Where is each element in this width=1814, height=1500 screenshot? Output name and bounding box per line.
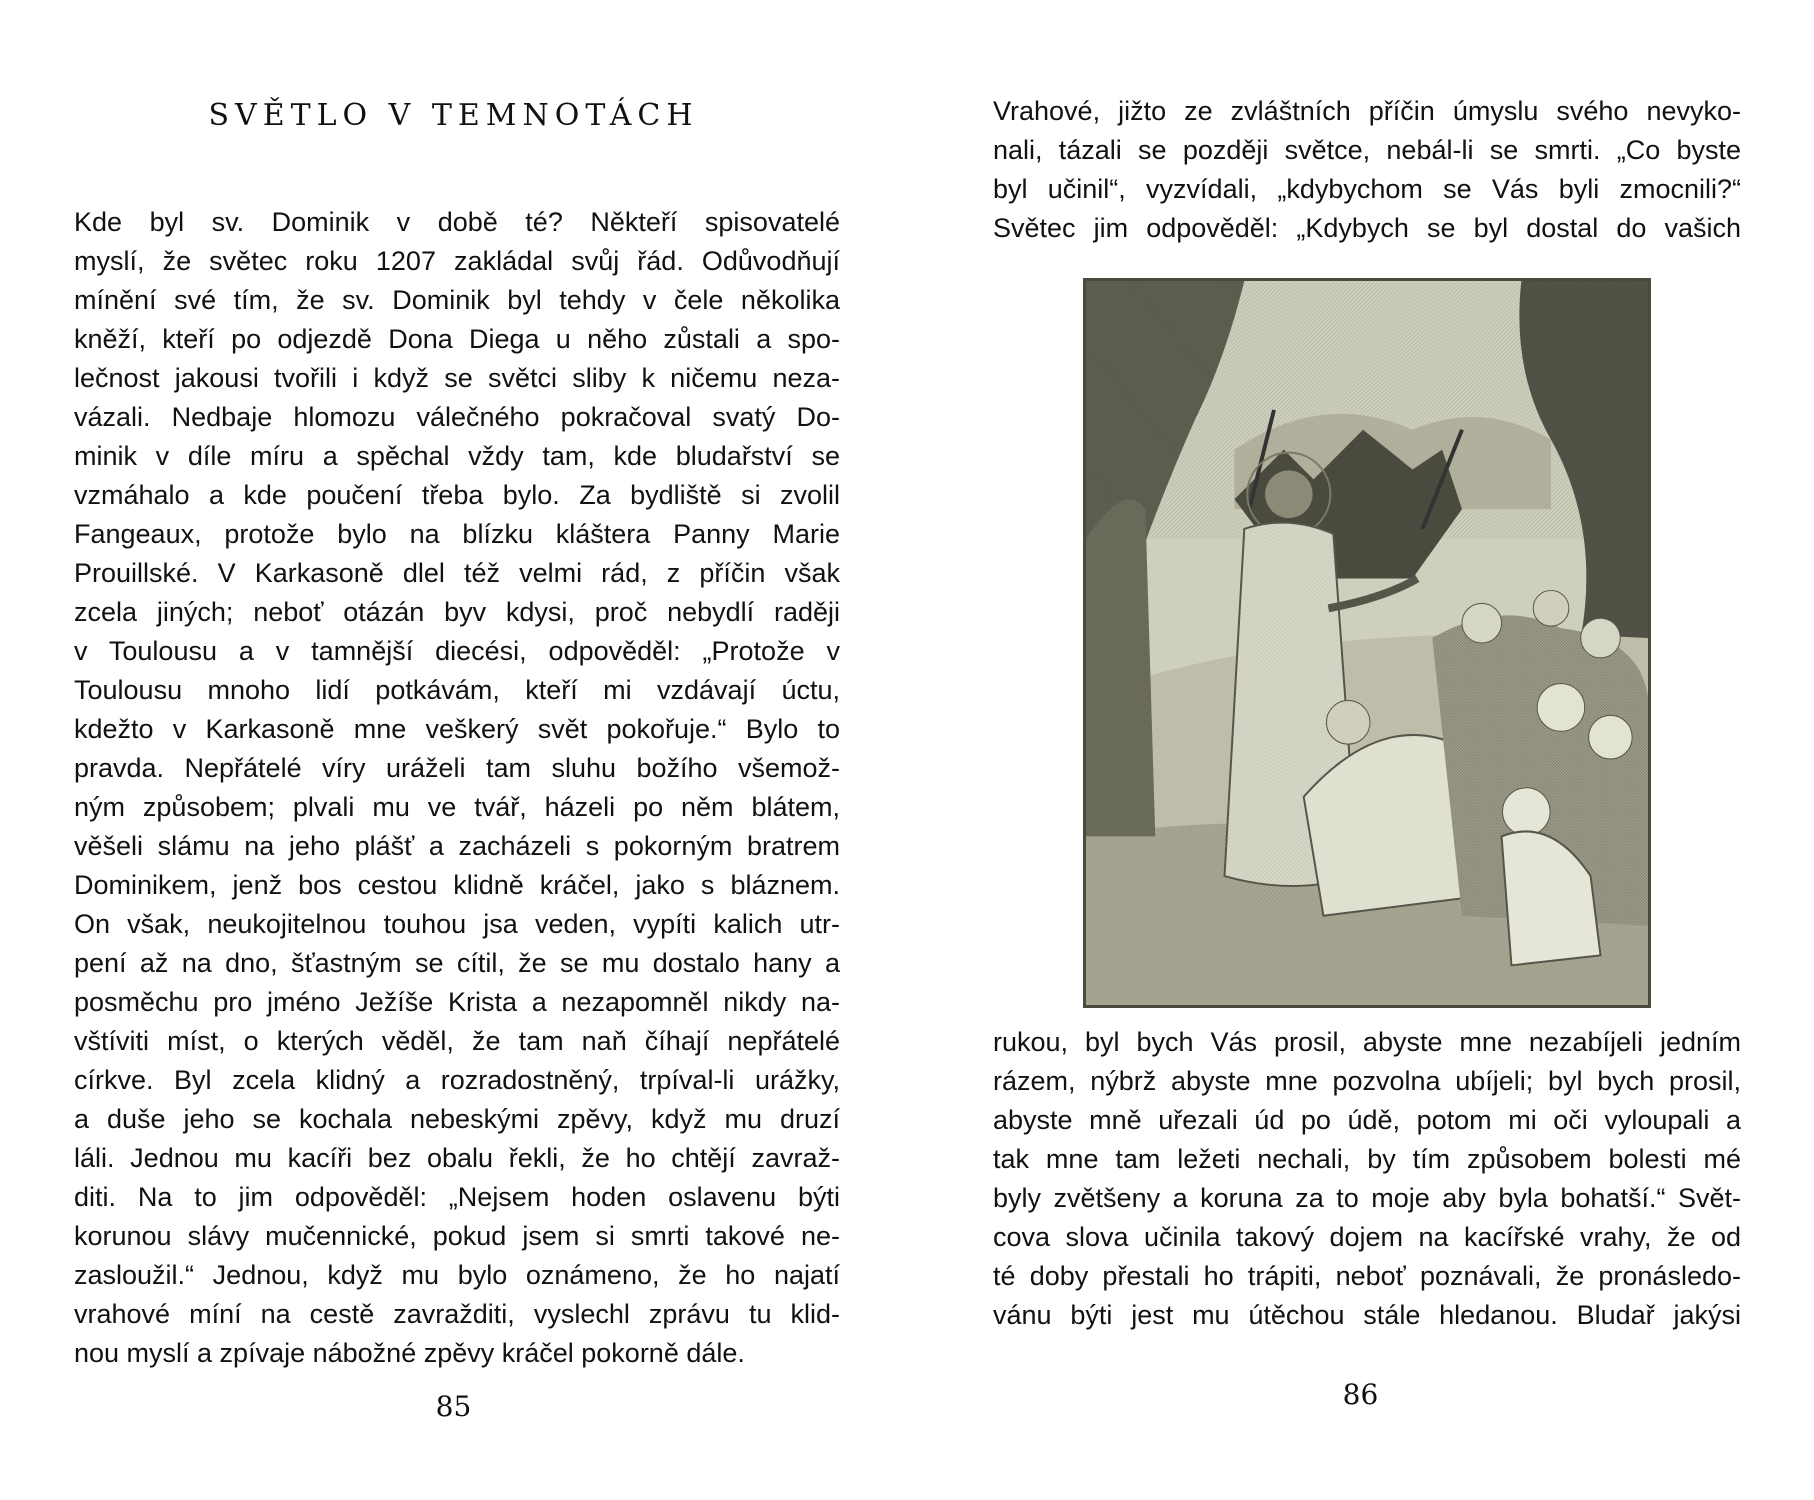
text-line: vázali. Nedbaje hlomozu válečného pokračoval svatý Do- xyxy=(74,402,840,432)
text-line: vrahové míní na cestě zavražditi, vyslechl zprávu tu klid- xyxy=(74,1299,840,1329)
text-line: lečnost jakousi tvořili i když se světci sliby k ničemu neza- xyxy=(74,363,840,393)
engraving-illustration xyxy=(1083,278,1651,1008)
text-line: kdežto v Karkasoně mne veškerý svět pokořuje.“ Bylo to xyxy=(74,714,840,744)
text-line: tak mne tam ležeti nechali, by tím způsobem bolesti mé xyxy=(993,1144,1741,1174)
text-line: nou myslí a zpívaje nábožné zpěvy kráčel pokorně dále. xyxy=(74,1338,745,1368)
text-line: byly zvětšeny a koruna za to moje aby byla bohatší.“ Svět- xyxy=(993,1183,1741,1213)
left-body-text xyxy=(74,203,840,1373)
text-line: zasloužil.“ Jednou, když mu bylo oznámeno, že ho najatí xyxy=(74,1260,840,1290)
text-line: Světec jim odpověděl: „Kdybych se byl dostal do vašich xyxy=(993,213,1741,243)
page-number: 86 xyxy=(1342,1378,1379,1411)
text-line: posměchu pro jméno Ježíše Krista a nezapomněl nikdy na- xyxy=(74,987,840,1017)
text-line: a duše jeho se kochala nebeskými zpěvy, když mu druzí xyxy=(74,1104,840,1134)
running-header: SVĚTLO V TEMNOTÁCH xyxy=(208,98,699,133)
text-line: láli. Jednou mu kacíři bez obalu řekli, že ho chtějí zavraž- xyxy=(74,1143,840,1173)
text-line: rázem, nýbrž abyste mne pozvolna ubíjeli; byl bych prosil, xyxy=(993,1066,1741,1096)
text-line: věšeli slámu na jeho plášť a zacházeli s pokorným bratrem xyxy=(74,831,840,861)
text-line: korunou slávy mučennické, pokud jsem si smrti takové ne- xyxy=(74,1221,840,1251)
text-line: ným způsobem; plvali mu ve tvář, házeli po něm blátem, xyxy=(74,792,840,822)
text-line: minik v díle míru a spěchal vždy tam, kde bludařství se xyxy=(74,441,840,471)
text-line: Dominikem, jenž bos cestou klidně kráčel, jako s bláznem. xyxy=(74,870,840,900)
text-line: pení až na dno, šťastným se cítil, že se mu dostalo hany a xyxy=(74,948,840,978)
text-line: On však, neukojitelnou touhou jsa veden, vypíti kalich utr- xyxy=(74,909,840,939)
text-line: té doby přestali ho trápiti, neboť poznávali, že pronásledo- xyxy=(993,1261,1741,1291)
text-line: Prouillské. V Karkasoně dlel též velmi rád, z příčin však xyxy=(74,558,840,588)
text-line: kněží, kteří po odjezdě Dona Diega u něho zůstali a spo- xyxy=(74,324,840,354)
text-line: abyste mně uřezali úd po údě, potom mi oči vyloupali a xyxy=(993,1105,1741,1135)
text-line: vštíviti míst, o kterých věděl, že tam naň číhají nepřátelé xyxy=(74,1026,840,1056)
text-line: mínění své tím, že sv. Dominik byl tehdy v čele několika xyxy=(74,285,840,315)
text-line: byl učinil“, vyzvídali, „kdybychom se Vás byli zmocnili?“ xyxy=(993,174,1741,204)
right-page xyxy=(907,0,1814,1500)
engraving-image xyxy=(1086,281,1648,1005)
text-line: Vrahové, jižto ze zvláštních příčin úmyslu svého nevyko- xyxy=(993,96,1741,126)
text-line: vzmáhalo a kde poučení třeba bylo. Za bydliště si zvolil xyxy=(74,480,840,510)
text-line: pravda. Nepřátelé víry uráželi tam sluhu božího všemož- xyxy=(74,753,840,783)
text-line: rukou, byl bych Vás prosil, abyste mne nezabíjeli jedním xyxy=(993,1027,1741,1057)
text-line: cova slova učinila takový dojem na kacířské vrahy, že od xyxy=(993,1222,1741,1252)
right-top-text xyxy=(993,92,1741,248)
text-line: zcela jiných; neboť otázán byv kdysi, proč nebydlí raději xyxy=(74,597,840,627)
text-line: Fangeaux, protože bylo na blízku kláštera Panny Marie xyxy=(74,519,840,549)
text-line: Kde byl sv. Dominik v době té? Někteří spisovatelé xyxy=(74,207,840,237)
text-line: církve. Byl zcela klidný a rozradostněný, trpíval-li urážky, xyxy=(74,1065,840,1095)
text-line: diti. Na to jim odpověděl: „Nejsem hoden oslavenu býti xyxy=(74,1182,840,1212)
text-line: nali, tázali se později světce, nebál-li se smrti. „Co byste xyxy=(993,135,1741,165)
text-line: myslí, že světec roku 1207 zakládal svůj řád. Odůvodňují xyxy=(74,246,840,276)
right-bottom-text xyxy=(993,1023,1741,1335)
page-number: 85 xyxy=(435,1390,472,1423)
text-line: Toulousu mnoho lidí potkávám, kteří mi vzdávají úctu, xyxy=(74,675,840,705)
text-line: vánu býti jest mu útěchou stále hledanou. Bludař jakýsi xyxy=(993,1300,1741,1330)
text-line: v Toulousu a v tamnější diecési, odpověděl: „Protože v xyxy=(74,636,840,666)
